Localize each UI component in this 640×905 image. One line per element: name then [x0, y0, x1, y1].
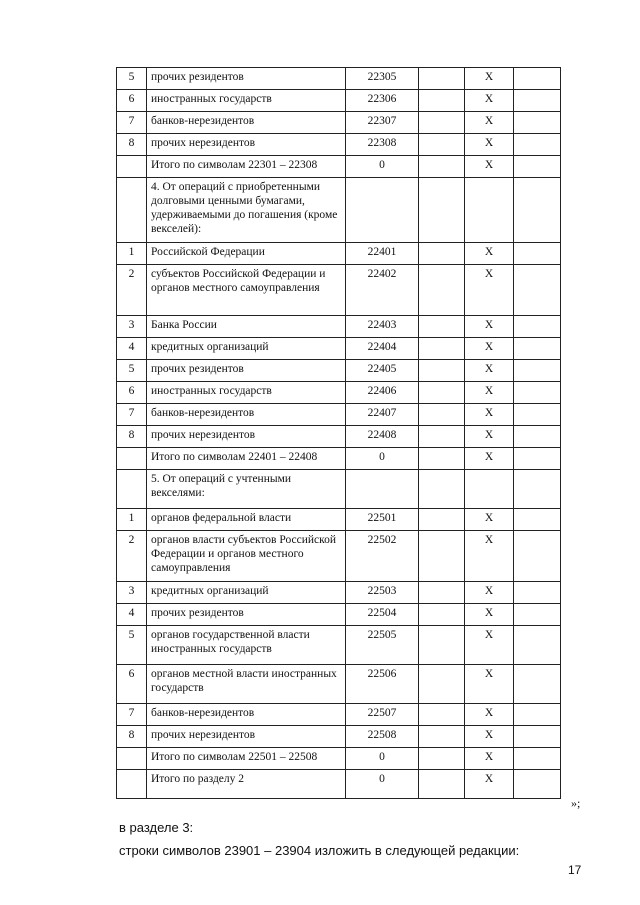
- row-name-cell: Итого по символам 22501 – 22508: [147, 748, 346, 770]
- row-blank-cell: [419, 112, 465, 134]
- table-row: [117, 626, 561, 665]
- row-number-cell: 5: [117, 360, 147, 382]
- row-name-cell: иностранных государств: [147, 382, 346, 404]
- row-name-cell: 5. От операций с учтенными векселями:: [147, 470, 346, 509]
- row-mark-cell: X: [465, 156, 514, 178]
- row-number-cell: [117, 470, 147, 509]
- table-row: [117, 582, 561, 604]
- row-code-cell: 0: [346, 748, 419, 770]
- row-mark-cell: X: [465, 243, 514, 265]
- row-blank-cell: [419, 726, 465, 748]
- row-mark-cell: [465, 470, 514, 509]
- row-blank-cell: [514, 90, 561, 112]
- row-code-cell: 22408: [346, 426, 419, 448]
- row-blank-cell: [514, 243, 561, 265]
- row-blank-cell: [514, 726, 561, 748]
- row-name-cell: банков-нерезидентов: [147, 404, 346, 426]
- row-name-cell: прочих резидентов: [147, 604, 346, 626]
- row-mark-cell: X: [465, 68, 514, 90]
- row-mark-cell: X: [465, 265, 514, 316]
- row-mark-cell: X: [465, 404, 514, 426]
- row-mark-cell: X: [465, 726, 514, 748]
- row-name-cell: кредитных организаций: [147, 338, 346, 360]
- row-blank-cell: [514, 748, 561, 770]
- row-code-cell: 22506: [346, 665, 419, 704]
- row-number-cell: 8: [117, 726, 147, 748]
- row-number-cell: [117, 770, 147, 799]
- row-name-cell: Итого по символам 22401 – 22408: [147, 448, 346, 470]
- row-blank-cell: [419, 470, 465, 509]
- row-code-cell: 22502: [346, 531, 419, 582]
- table-row: [117, 426, 561, 448]
- row-code-cell: 22406: [346, 382, 419, 404]
- row-blank-cell: [514, 626, 561, 665]
- row-code-cell: 22407: [346, 404, 419, 426]
- row-name-cell: банков-нерезидентов: [147, 704, 346, 726]
- row-code-cell: 22403: [346, 316, 419, 338]
- row-blank-cell: [514, 68, 561, 90]
- row-number-cell: 4: [117, 338, 147, 360]
- row-blank-cell: [514, 178, 561, 243]
- row-code-cell: 22307: [346, 112, 419, 134]
- row-number-cell: 2: [117, 265, 147, 316]
- row-number-cell: 4: [117, 604, 147, 626]
- row-name-cell: органов власти субъектов Российской Федерации и органов местного самоуправления: [147, 531, 346, 582]
- row-blank-cell: [514, 134, 561, 156]
- row-mark-cell: X: [465, 531, 514, 582]
- table-row: [117, 404, 561, 426]
- row-name-cell: Итого по символам 22301 – 22308: [147, 156, 346, 178]
- row-code-cell: 0: [346, 770, 419, 799]
- table-row: [117, 156, 561, 178]
- table-row: [117, 704, 561, 726]
- row-blank-cell: [419, 531, 465, 582]
- row-blank-cell: [419, 382, 465, 404]
- row-mark-cell: X: [465, 509, 514, 531]
- row-name-cell: прочих резидентов: [147, 68, 346, 90]
- row-number-cell: 6: [117, 90, 147, 112]
- row-mark-cell: X: [465, 338, 514, 360]
- row-blank-cell: [514, 470, 561, 509]
- row-code-cell: 22402: [346, 265, 419, 316]
- row-blank-cell: [514, 382, 561, 404]
- row-blank-cell: [419, 604, 465, 626]
- row-mark-cell: X: [465, 90, 514, 112]
- row-code-cell: 0: [346, 156, 419, 178]
- row-blank-cell: [419, 704, 465, 726]
- row-number-cell: 1: [117, 243, 147, 265]
- row-blank-cell: [514, 665, 561, 704]
- row-mark-cell: [465, 178, 514, 243]
- page-number: 17: [568, 863, 582, 877]
- row-blank-cell: [419, 90, 465, 112]
- row-mark-cell: X: [465, 770, 514, 799]
- table-row: [117, 316, 561, 338]
- row-blank-cell: [419, 404, 465, 426]
- row-number-cell: 5: [117, 626, 147, 665]
- row-name-cell: прочих резидентов: [147, 360, 346, 382]
- row-number-cell: [117, 448, 147, 470]
- instruction-text: строки символов 23901 – 23904 изложить в следующей редакции:: [119, 843, 520, 858]
- row-mark-cell: X: [465, 582, 514, 604]
- row-number-cell: 5: [117, 68, 147, 90]
- row-name-cell: Российской Федерации: [147, 243, 346, 265]
- row-blank-cell: [514, 509, 561, 531]
- row-number-cell: [117, 156, 147, 178]
- row-blank-cell: [419, 626, 465, 665]
- row-blank-cell: [419, 178, 465, 243]
- closing-quote-mark: »;: [571, 796, 581, 810]
- row-blank-cell: [514, 604, 561, 626]
- row-blank-cell: [419, 156, 465, 178]
- row-mark-cell: X: [465, 604, 514, 626]
- row-name-cell: Итого по разделу 2: [147, 770, 346, 799]
- row-blank-cell: [514, 426, 561, 448]
- table-row: [117, 470, 561, 509]
- row-name-cell: органов федеральной власти: [147, 509, 346, 531]
- row-code-cell: 22404: [346, 338, 419, 360]
- row-code-cell: 22405: [346, 360, 419, 382]
- row-code-cell: [346, 178, 419, 243]
- row-blank-cell: [514, 112, 561, 134]
- row-blank-cell: [514, 316, 561, 338]
- row-name-cell: иностранных государств: [147, 90, 346, 112]
- row-name-cell: банков-нерезидентов: [147, 112, 346, 134]
- table-row: [117, 243, 561, 265]
- row-code-cell: 0: [346, 448, 419, 470]
- row-number-cell: 6: [117, 382, 147, 404]
- row-blank-cell: [419, 770, 465, 799]
- row-code-cell: 22505: [346, 626, 419, 665]
- row-code-cell: 22401: [346, 243, 419, 265]
- row-mark-cell: X: [465, 426, 514, 448]
- table-row: [117, 726, 561, 748]
- row-blank-cell: [419, 748, 465, 770]
- row-blank-cell: [419, 134, 465, 156]
- ledger-body: [117, 68, 561, 799]
- row-name-cell: прочих нерезидентов: [147, 134, 346, 156]
- row-blank-cell: [419, 316, 465, 338]
- row-blank-cell: [514, 704, 561, 726]
- row-name-cell: кредитных организаций: [147, 582, 346, 604]
- row-number-cell: 2: [117, 531, 147, 582]
- row-mark-cell: X: [465, 134, 514, 156]
- ledger-table: [116, 67, 561, 799]
- table-row: [117, 448, 561, 470]
- row-blank-cell: [514, 770, 561, 799]
- row-code-cell: [346, 470, 419, 509]
- row-mark-cell: X: [465, 448, 514, 470]
- section-heading-text: в разделе 3:: [119, 820, 194, 835]
- row-number-cell: 3: [117, 316, 147, 338]
- row-number-cell: 7: [117, 404, 147, 426]
- row-blank-cell: [514, 448, 561, 470]
- row-number-cell: [117, 178, 147, 243]
- row-blank-cell: [419, 360, 465, 382]
- row-blank-cell: [419, 338, 465, 360]
- row-name-cell: 4. От операций с приобретенными долговыми ценными бумагами, удерживаемыми до погашения (кроме векселей):: [147, 178, 346, 243]
- row-code-cell: 22306: [346, 90, 419, 112]
- row-blank-cell: [419, 509, 465, 531]
- row-mark-cell: X: [465, 748, 514, 770]
- row-name-cell: органов местной власти иностранных государств: [147, 665, 346, 704]
- row-name-cell: Банка России: [147, 316, 346, 338]
- row-blank-cell: [419, 68, 465, 90]
- row-blank-cell: [419, 582, 465, 604]
- row-blank-cell: [419, 448, 465, 470]
- table-row: [117, 112, 561, 134]
- table-row: [117, 604, 561, 626]
- row-mark-cell: X: [465, 316, 514, 338]
- row-code-cell: 22503: [346, 582, 419, 604]
- row-mark-cell: X: [465, 665, 514, 704]
- row-mark-cell: X: [465, 382, 514, 404]
- row-blank-cell: [419, 426, 465, 448]
- table-row: [117, 338, 561, 360]
- table-row: [117, 531, 561, 582]
- row-code-cell: 22508: [346, 726, 419, 748]
- row-blank-cell: [514, 265, 561, 316]
- row-blank-cell: [514, 360, 561, 382]
- row-name-cell: субъектов Российской Федерации и органов местного самоуправления: [147, 265, 346, 316]
- table-row: [117, 382, 561, 404]
- row-blank-cell: [419, 265, 465, 316]
- table-row: [117, 665, 561, 704]
- table-row: [117, 265, 561, 316]
- table-row: [117, 90, 561, 112]
- table-row: [117, 178, 561, 243]
- row-number-cell: 7: [117, 704, 147, 726]
- row-mark-cell: X: [465, 626, 514, 665]
- row-blank-cell: [514, 156, 561, 178]
- row-name-cell: прочих нерезидентов: [147, 426, 346, 448]
- row-mark-cell: X: [465, 704, 514, 726]
- table-row: [117, 68, 561, 90]
- row-name-cell: органов государственной власти иностранных государств: [147, 626, 346, 665]
- table-row: [117, 748, 561, 770]
- row-blank-cell: [514, 582, 561, 604]
- row-mark-cell: X: [465, 112, 514, 134]
- row-blank-cell: [514, 338, 561, 360]
- table-row: [117, 509, 561, 531]
- row-number-cell: 8: [117, 134, 147, 156]
- row-number-cell: 7: [117, 112, 147, 134]
- table-row: [117, 360, 561, 382]
- row-name-cell: прочих нерезидентов: [147, 726, 346, 748]
- row-code-cell: 22504: [346, 604, 419, 626]
- row-code-cell: 22507: [346, 704, 419, 726]
- table-row: [117, 770, 561, 799]
- row-number-cell: 8: [117, 426, 147, 448]
- row-code-cell: 22305: [346, 68, 419, 90]
- row-blank-cell: [419, 243, 465, 265]
- row-number-cell: 1: [117, 509, 147, 531]
- row-mark-cell: X: [465, 360, 514, 382]
- row-blank-cell: [419, 665, 465, 704]
- row-blank-cell: [514, 404, 561, 426]
- table-row: [117, 134, 561, 156]
- row-number-cell: [117, 748, 147, 770]
- row-number-cell: 3: [117, 582, 147, 604]
- row-blank-cell: [514, 531, 561, 582]
- row-number-cell: 6: [117, 665, 147, 704]
- row-code-cell: 22501: [346, 509, 419, 531]
- row-code-cell: 22308: [346, 134, 419, 156]
